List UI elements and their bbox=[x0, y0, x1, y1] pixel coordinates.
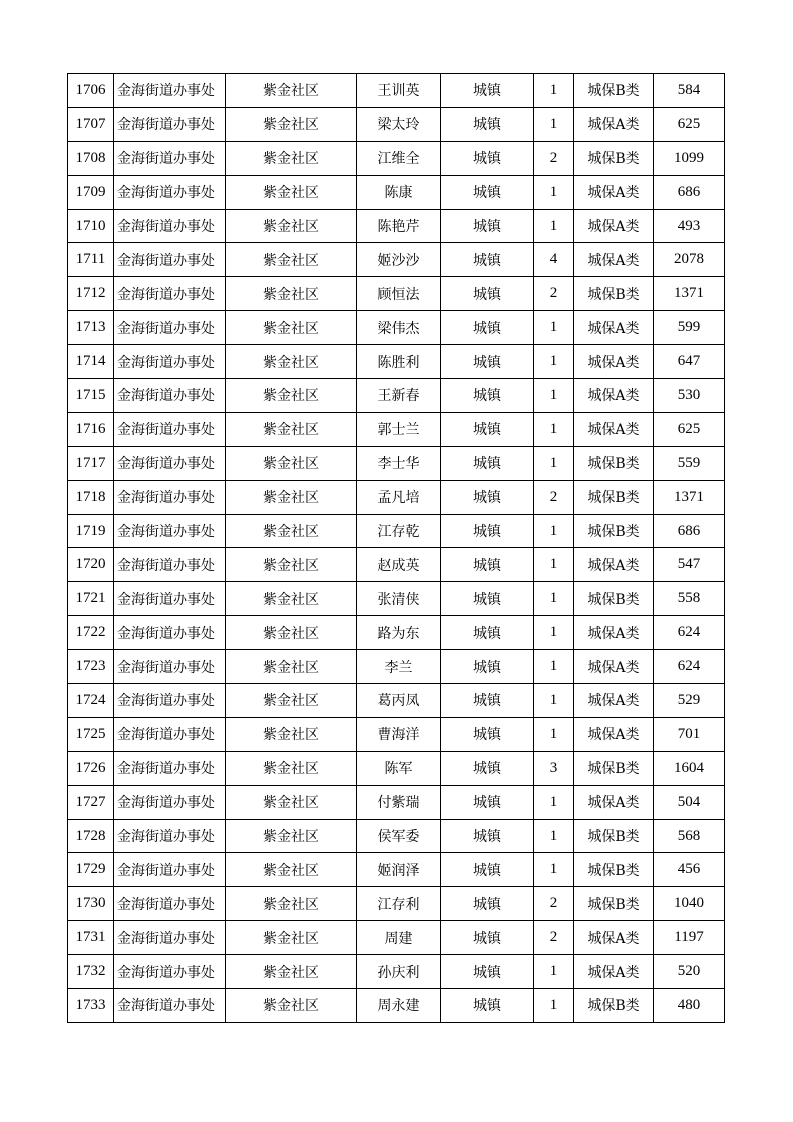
street-office-cell: 金海街道办事处 bbox=[114, 582, 226, 616]
area-type-cell: 城镇 bbox=[441, 887, 534, 921]
table-row bbox=[68, 887, 725, 921]
area-type-cell: 城镇 bbox=[441, 107, 534, 141]
community-cell: 紫金社区 bbox=[226, 412, 357, 446]
street-office-cell: 金海街道办事处 bbox=[114, 819, 226, 853]
area-type-cell: 城镇 bbox=[441, 209, 534, 243]
table-row bbox=[68, 548, 725, 582]
community-cell: 紫金社区 bbox=[226, 548, 357, 582]
street-office-cell: 金海街道办事处 bbox=[114, 412, 226, 446]
row-number-cell: 1724 bbox=[68, 684, 114, 718]
row-number-cell: 1706 bbox=[68, 74, 114, 108]
household-size-cell: 1 bbox=[534, 175, 574, 209]
person-name-cell: 赵成英 bbox=[357, 548, 441, 582]
table-row bbox=[68, 175, 725, 209]
person-name-cell: 江存利 bbox=[357, 887, 441, 921]
person-name-cell: 陈艳芹 bbox=[357, 209, 441, 243]
street-office-cell: 金海街道办事处 bbox=[114, 548, 226, 582]
insurance-category-cell: 城保B类 bbox=[574, 582, 654, 616]
amount-cell: 493 bbox=[654, 209, 725, 243]
amount-cell: 584 bbox=[654, 74, 725, 108]
amount-cell: 529 bbox=[654, 684, 725, 718]
row-number-cell: 1729 bbox=[68, 853, 114, 887]
insurance-category-cell: 城保B类 bbox=[574, 514, 654, 548]
community-cell: 紫金社区 bbox=[226, 243, 357, 277]
household-size-cell: 2 bbox=[534, 277, 574, 311]
area-type-cell: 城镇 bbox=[441, 446, 534, 480]
area-type-cell: 城镇 bbox=[441, 548, 534, 582]
person-name-cell: 孟凡培 bbox=[357, 480, 441, 514]
row-number-cell: 1718 bbox=[68, 480, 114, 514]
table-row bbox=[68, 209, 725, 243]
table-body bbox=[68, 74, 725, 1023]
insurance-category-cell: 城保A类 bbox=[574, 107, 654, 141]
street-office-cell: 金海街道办事处 bbox=[114, 717, 226, 751]
street-office-cell: 金海街道办事处 bbox=[114, 243, 226, 277]
row-number-cell: 1711 bbox=[68, 243, 114, 277]
amount-cell: 625 bbox=[654, 412, 725, 446]
row-number-cell: 1710 bbox=[68, 209, 114, 243]
amount-cell: 1197 bbox=[654, 921, 725, 955]
row-number-cell: 1726 bbox=[68, 751, 114, 785]
insurance-category-cell: 城保B类 bbox=[574, 819, 654, 853]
row-number-cell: 1733 bbox=[68, 989, 114, 1023]
area-type-cell: 城镇 bbox=[441, 955, 534, 989]
table-row bbox=[68, 74, 725, 108]
person-name-cell: 李兰 bbox=[357, 650, 441, 684]
street-office-cell: 金海街道办事处 bbox=[114, 887, 226, 921]
area-type-cell: 城镇 bbox=[441, 989, 534, 1023]
table-row bbox=[68, 921, 725, 955]
row-number-cell: 1709 bbox=[68, 175, 114, 209]
row-number-cell: 1732 bbox=[68, 955, 114, 989]
relief-roster-table bbox=[67, 73, 725, 1023]
person-name-cell: 顾恒法 bbox=[357, 277, 441, 311]
table-row bbox=[68, 107, 725, 141]
row-number-cell: 1730 bbox=[68, 887, 114, 921]
insurance-category-cell: 城保A类 bbox=[574, 650, 654, 684]
row-number-cell: 1721 bbox=[68, 582, 114, 616]
amount-cell: 530 bbox=[654, 379, 725, 413]
table-row bbox=[68, 446, 725, 480]
amount-cell: 1371 bbox=[654, 277, 725, 311]
table-row bbox=[68, 345, 725, 379]
street-office-cell: 金海街道办事处 bbox=[114, 107, 226, 141]
amount-cell: 624 bbox=[654, 616, 725, 650]
household-size-cell: 2 bbox=[534, 480, 574, 514]
street-office-cell: 金海街道办事处 bbox=[114, 277, 226, 311]
row-number-cell: 1719 bbox=[68, 514, 114, 548]
area-type-cell: 城镇 bbox=[441, 751, 534, 785]
amount-cell: 504 bbox=[654, 785, 725, 819]
person-name-cell: 张清侠 bbox=[357, 582, 441, 616]
amount-cell: 599 bbox=[654, 311, 725, 345]
street-office-cell: 金海街道办事处 bbox=[114, 785, 226, 819]
street-office-cell: 金海街道办事处 bbox=[114, 175, 226, 209]
amount-cell: 701 bbox=[654, 717, 725, 751]
street-office-cell: 金海街道办事处 bbox=[114, 650, 226, 684]
household-size-cell: 1 bbox=[534, 345, 574, 379]
insurance-category-cell: 城保A类 bbox=[574, 684, 654, 718]
area-type-cell: 城镇 bbox=[441, 379, 534, 413]
area-type-cell: 城镇 bbox=[441, 921, 534, 955]
person-name-cell: 梁伟杰 bbox=[357, 311, 441, 345]
street-office-cell: 金海街道办事处 bbox=[114, 989, 226, 1023]
household-size-cell: 1 bbox=[534, 107, 574, 141]
table-row bbox=[68, 277, 725, 311]
household-size-cell: 1 bbox=[534, 412, 574, 446]
community-cell: 紫金社区 bbox=[226, 107, 357, 141]
area-type-cell: 城镇 bbox=[441, 74, 534, 108]
area-type-cell: 城镇 bbox=[441, 311, 534, 345]
amount-cell: 1099 bbox=[654, 141, 725, 175]
person-name-cell: 李士华 bbox=[357, 446, 441, 480]
insurance-category-cell: 城保A类 bbox=[574, 785, 654, 819]
community-cell: 紫金社区 bbox=[226, 616, 357, 650]
person-name-cell: 曹海洋 bbox=[357, 717, 441, 751]
person-name-cell: 姬沙沙 bbox=[357, 243, 441, 277]
person-name-cell: 姬润泽 bbox=[357, 853, 441, 887]
person-name-cell: 路为东 bbox=[357, 616, 441, 650]
community-cell: 紫金社区 bbox=[226, 514, 357, 548]
community-cell: 紫金社区 bbox=[226, 277, 357, 311]
household-size-cell: 2 bbox=[534, 141, 574, 175]
community-cell: 紫金社区 bbox=[226, 650, 357, 684]
row-number-cell: 1728 bbox=[68, 819, 114, 853]
street-office-cell: 金海街道办事处 bbox=[114, 514, 226, 548]
household-size-cell: 1 bbox=[534, 582, 574, 616]
street-office-cell: 金海街道办事处 bbox=[114, 379, 226, 413]
insurance-category-cell: 城保B类 bbox=[574, 277, 654, 311]
table-row bbox=[68, 819, 725, 853]
table-row bbox=[68, 989, 725, 1023]
row-number-cell: 1715 bbox=[68, 379, 114, 413]
person-name-cell: 郭士兰 bbox=[357, 412, 441, 446]
insurance-category-cell: 城保B类 bbox=[574, 751, 654, 785]
household-size-cell: 1 bbox=[534, 446, 574, 480]
table-row bbox=[68, 412, 725, 446]
street-office-cell: 金海街道办事处 bbox=[114, 446, 226, 480]
row-number-cell: 1727 bbox=[68, 785, 114, 819]
street-office-cell: 金海街道办事处 bbox=[114, 209, 226, 243]
household-size-cell: 2 bbox=[534, 887, 574, 921]
row-number-cell: 1731 bbox=[68, 921, 114, 955]
person-name-cell: 孙庆利 bbox=[357, 955, 441, 989]
insurance-category-cell: 城保A类 bbox=[574, 955, 654, 989]
table-row bbox=[68, 751, 725, 785]
community-cell: 紫金社区 bbox=[226, 582, 357, 616]
insurance-category-cell: 城保B类 bbox=[574, 141, 654, 175]
table-row bbox=[68, 616, 725, 650]
area-type-cell: 城镇 bbox=[441, 345, 534, 379]
person-name-cell: 江维全 bbox=[357, 141, 441, 175]
amount-cell: 1040 bbox=[654, 887, 725, 921]
community-cell: 紫金社区 bbox=[226, 853, 357, 887]
person-name-cell: 侯军委 bbox=[357, 819, 441, 853]
community-cell: 紫金社区 bbox=[226, 480, 357, 514]
household-size-cell: 1 bbox=[534, 514, 574, 548]
person-name-cell: 陈军 bbox=[357, 751, 441, 785]
insurance-category-cell: 城保A类 bbox=[574, 379, 654, 413]
street-office-cell: 金海街道办事处 bbox=[114, 921, 226, 955]
table-row bbox=[68, 480, 725, 514]
table-row bbox=[68, 141, 725, 175]
amount-cell: 686 bbox=[654, 514, 725, 548]
amount-cell: 456 bbox=[654, 853, 725, 887]
community-cell: 紫金社区 bbox=[226, 345, 357, 379]
community-cell: 紫金社区 bbox=[226, 887, 357, 921]
insurance-category-cell: 城保B类 bbox=[574, 853, 654, 887]
community-cell: 紫金社区 bbox=[226, 921, 357, 955]
community-cell: 紫金社区 bbox=[226, 74, 357, 108]
row-number-cell: 1720 bbox=[68, 548, 114, 582]
table-row bbox=[68, 311, 725, 345]
community-cell: 紫金社区 bbox=[226, 141, 357, 175]
household-size-cell: 1 bbox=[534, 548, 574, 582]
street-office-cell: 金海街道办事处 bbox=[114, 74, 226, 108]
area-type-cell: 城镇 bbox=[441, 785, 534, 819]
area-type-cell: 城镇 bbox=[441, 650, 534, 684]
area-type-cell: 城镇 bbox=[441, 480, 534, 514]
household-size-cell: 1 bbox=[534, 853, 574, 887]
community-cell: 紫金社区 bbox=[226, 989, 357, 1023]
community-cell: 紫金社区 bbox=[226, 175, 357, 209]
street-office-cell: 金海街道办事处 bbox=[114, 345, 226, 379]
household-size-cell: 4 bbox=[534, 243, 574, 277]
household-size-cell: 1 bbox=[534, 684, 574, 718]
person-name-cell: 陈胜利 bbox=[357, 345, 441, 379]
amount-cell: 1604 bbox=[654, 751, 725, 785]
person-name-cell: 陈康 bbox=[357, 175, 441, 209]
household-size-cell: 1 bbox=[534, 379, 574, 413]
person-name-cell: 梁太玲 bbox=[357, 107, 441, 141]
household-size-cell: 2 bbox=[534, 921, 574, 955]
amount-cell: 558 bbox=[654, 582, 725, 616]
street-office-cell: 金海街道办事处 bbox=[114, 853, 226, 887]
area-type-cell: 城镇 bbox=[441, 514, 534, 548]
area-type-cell: 城镇 bbox=[441, 819, 534, 853]
area-type-cell: 城镇 bbox=[441, 717, 534, 751]
household-size-cell: 1 bbox=[534, 311, 574, 345]
amount-cell: 2078 bbox=[654, 243, 725, 277]
street-office-cell: 金海街道办事处 bbox=[114, 311, 226, 345]
row-number-cell: 1713 bbox=[68, 311, 114, 345]
insurance-category-cell: 城保A类 bbox=[574, 548, 654, 582]
person-name-cell: 周永建 bbox=[357, 989, 441, 1023]
insurance-category-cell: 城保B类 bbox=[574, 74, 654, 108]
row-number-cell: 1712 bbox=[68, 277, 114, 311]
household-size-cell: 1 bbox=[534, 209, 574, 243]
community-cell: 紫金社区 bbox=[226, 717, 357, 751]
area-type-cell: 城镇 bbox=[441, 175, 534, 209]
household-size-cell: 1 bbox=[534, 74, 574, 108]
community-cell: 紫金社区 bbox=[226, 819, 357, 853]
person-name-cell: 王新春 bbox=[357, 379, 441, 413]
table-row bbox=[68, 243, 725, 277]
area-type-cell: 城镇 bbox=[441, 141, 534, 175]
table-row bbox=[68, 684, 725, 718]
person-name-cell: 葛丙凤 bbox=[357, 684, 441, 718]
street-office-cell: 金海街道办事处 bbox=[114, 955, 226, 989]
insurance-category-cell: 城保A类 bbox=[574, 209, 654, 243]
table-row bbox=[68, 955, 725, 989]
table-row bbox=[68, 853, 725, 887]
amount-cell: 520 bbox=[654, 955, 725, 989]
row-number-cell: 1722 bbox=[68, 616, 114, 650]
community-cell: 紫金社区 bbox=[226, 751, 357, 785]
insurance-category-cell: 城保A类 bbox=[574, 175, 654, 209]
table-row bbox=[68, 650, 725, 684]
household-size-cell: 1 bbox=[534, 616, 574, 650]
area-type-cell: 城镇 bbox=[441, 853, 534, 887]
area-type-cell: 城镇 bbox=[441, 243, 534, 277]
street-office-cell: 金海街道办事处 bbox=[114, 616, 226, 650]
row-number-cell: 1717 bbox=[68, 446, 114, 480]
amount-cell: 624 bbox=[654, 650, 725, 684]
household-size-cell: 1 bbox=[534, 717, 574, 751]
insurance-category-cell: 城保A类 bbox=[574, 412, 654, 446]
row-number-cell: 1725 bbox=[68, 717, 114, 751]
amount-cell: 625 bbox=[654, 107, 725, 141]
street-office-cell: 金海街道办事处 bbox=[114, 751, 226, 785]
amount-cell: 480 bbox=[654, 989, 725, 1023]
community-cell: 紫金社区 bbox=[226, 785, 357, 819]
row-number-cell: 1714 bbox=[68, 345, 114, 379]
street-office-cell: 金海街道办事处 bbox=[114, 480, 226, 514]
area-type-cell: 城镇 bbox=[441, 582, 534, 616]
household-size-cell: 1 bbox=[534, 819, 574, 853]
table-row bbox=[68, 379, 725, 413]
area-type-cell: 城镇 bbox=[441, 616, 534, 650]
insurance-category-cell: 城保B类 bbox=[574, 887, 654, 921]
row-number-cell: 1708 bbox=[68, 141, 114, 175]
table-row bbox=[68, 582, 725, 616]
area-type-cell: 城镇 bbox=[441, 412, 534, 446]
table-row bbox=[68, 717, 725, 751]
community-cell: 紫金社区 bbox=[226, 684, 357, 718]
row-number-cell: 1716 bbox=[68, 412, 114, 446]
household-size-cell: 1 bbox=[534, 955, 574, 989]
street-office-cell: 金海街道办事处 bbox=[114, 141, 226, 175]
person-name-cell: 江存乾 bbox=[357, 514, 441, 548]
row-number-cell: 1723 bbox=[68, 650, 114, 684]
area-type-cell: 城镇 bbox=[441, 277, 534, 311]
table-row bbox=[68, 514, 725, 548]
amount-cell: 1371 bbox=[654, 480, 725, 514]
community-cell: 紫金社区 bbox=[226, 955, 357, 989]
amount-cell: 686 bbox=[654, 175, 725, 209]
person-name-cell: 周建 bbox=[357, 921, 441, 955]
community-cell: 紫金社区 bbox=[226, 209, 357, 243]
household-size-cell: 1 bbox=[534, 785, 574, 819]
household-size-cell: 3 bbox=[534, 751, 574, 785]
community-cell: 紫金社区 bbox=[226, 379, 357, 413]
amount-cell: 568 bbox=[654, 819, 725, 853]
insurance-category-cell: 城保A类 bbox=[574, 311, 654, 345]
insurance-category-cell: 城保B类 bbox=[574, 480, 654, 514]
insurance-category-cell: 城保B类 bbox=[574, 446, 654, 480]
household-size-cell: 1 bbox=[534, 650, 574, 684]
insurance-category-cell: 城保A类 bbox=[574, 616, 654, 650]
table-row bbox=[68, 785, 725, 819]
household-size-cell: 1 bbox=[534, 989, 574, 1023]
area-type-cell: 城镇 bbox=[441, 684, 534, 718]
community-cell: 紫金社区 bbox=[226, 446, 357, 480]
insurance-category-cell: 城保A类 bbox=[574, 717, 654, 751]
insurance-category-cell: 城保A类 bbox=[574, 921, 654, 955]
amount-cell: 559 bbox=[654, 446, 725, 480]
person-name-cell: 付紫瑞 bbox=[357, 785, 441, 819]
insurance-category-cell: 城保B类 bbox=[574, 989, 654, 1023]
community-cell: 紫金社区 bbox=[226, 311, 357, 345]
person-name-cell: 王训英 bbox=[357, 74, 441, 108]
insurance-category-cell: 城保A类 bbox=[574, 345, 654, 379]
amount-cell: 647 bbox=[654, 345, 725, 379]
insurance-category-cell: 城保A类 bbox=[574, 243, 654, 277]
street-office-cell: 金海街道办事处 bbox=[114, 684, 226, 718]
row-number-cell: 1707 bbox=[68, 107, 114, 141]
amount-cell: 547 bbox=[654, 548, 725, 582]
